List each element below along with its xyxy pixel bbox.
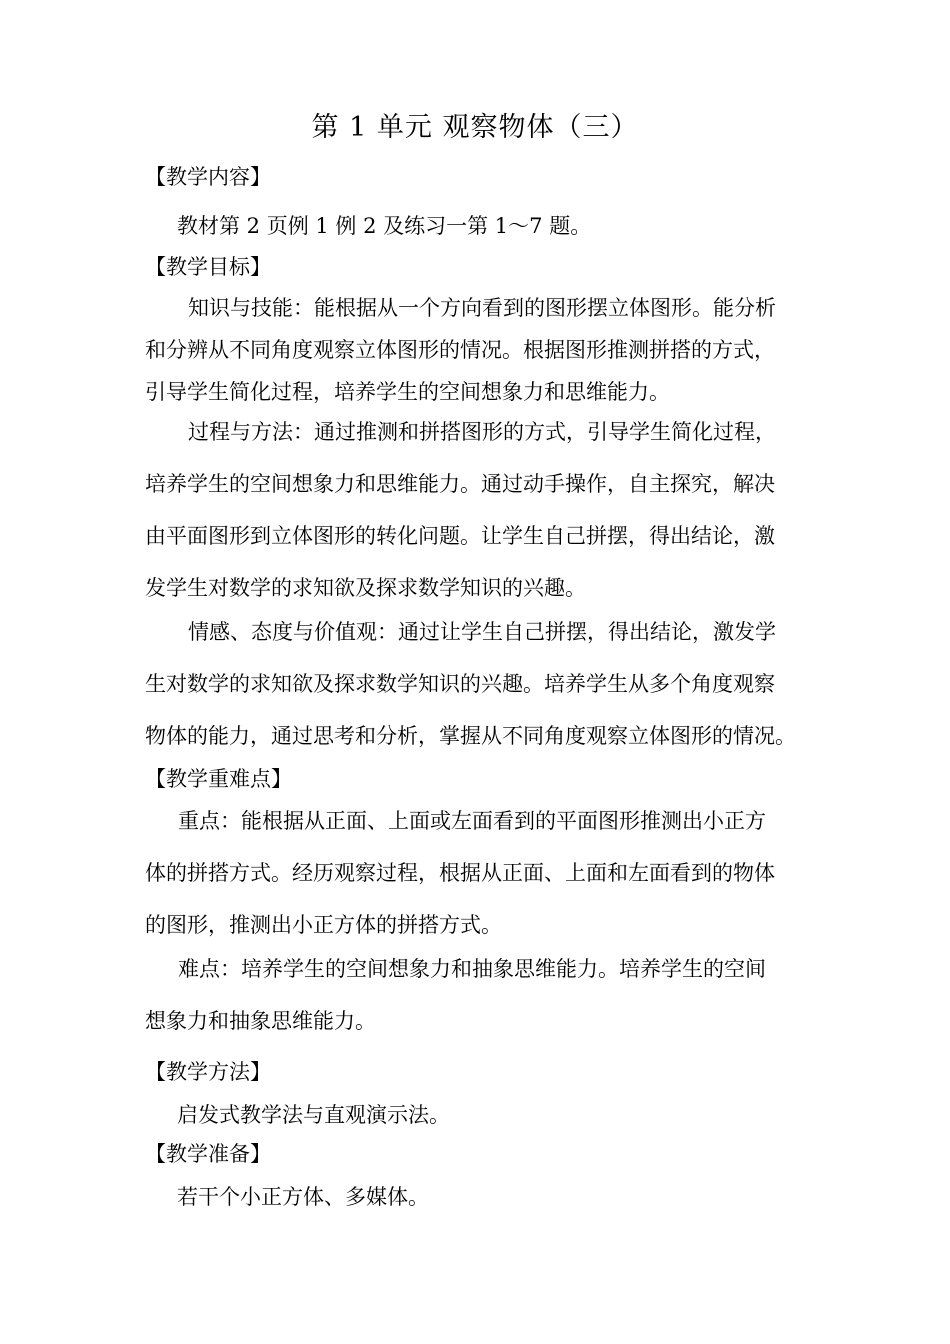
paragraph-line: 难点：培养学生的空间想象力和抽象思维能力。培养学生的空间 <box>178 957 766 981</box>
key-point-paragraph <box>145 795 815 951</box>
paragraph-line: 过程与方法：通过推测和拼搭图形的方式，引导学生简化过程， <box>188 420 776 444</box>
paragraph-line: 的图形，推测出小正方体的拼搭方式。 <box>145 913 502 937</box>
paragraph-line: 和分辨从不同角度观察立体图形的情况。根据图形推测拼搭的方式， <box>145 338 775 362</box>
objective-process-paragraph <box>145 406 815 614</box>
paragraph-line: 知识与技能：能根据从一个方向看到的图形摆立体图形。能分析 <box>188 296 776 320</box>
paragraph-line: 物体的能力，通过思考和分析，掌握从不同角度观察立体图形的情况。 <box>145 724 796 748</box>
paragraph-line: 发学生对数学的求知欲及探求数学知识的兴趣。 <box>145 576 586 600</box>
content-text: 教材第 2 页例 1 例 2 及练习一第 1～7 题。 <box>177 214 592 238</box>
preparation-text: 若干个小正方体、多媒体。 <box>177 1185 429 1209</box>
objective-emotion-paragraph <box>145 606 815 762</box>
objective-knowledge-paragraph <box>145 287 815 413</box>
section-heading-content: 【教学内容】 <box>145 165 271 189</box>
section-heading-methods: 【教学方法】 <box>145 1060 271 1084</box>
section-heading-key-points: 【教学重难点】 <box>145 767 292 791</box>
section-heading-objectives: 【教学目标】 <box>145 255 271 279</box>
paragraph-line: 引导学生简化过程，培养学生的空间想象力和思维能力。 <box>145 380 670 404</box>
difficult-point-paragraph <box>145 943 815 1047</box>
paragraph-line: 生对数学的求知欲及探求数学知识的兴趣。培养学生从多个角度观察 <box>145 672 775 696</box>
paragraph-line: 体的拼搭方式。经历观察过程，根据从正面、上面和左面看到的物体 <box>145 861 775 885</box>
paragraph-line: 由平面图形到立体图形的转化问题。让学生自己拼摆，得出结论，激 <box>145 524 775 548</box>
paragraph-line: 情感、态度与价值观：通过让学生自己拼摆，得出结论，激发学 <box>188 620 776 644</box>
paragraph-line: 想象力和抽象思维能力。 <box>145 1009 376 1033</box>
section-heading-preparation: 【教学准备】 <box>145 1142 271 1166</box>
page-title: 第 1 单元 观察物体（三） <box>311 112 639 143</box>
paragraph-line: 重点：能根据从正面、上面或左面看到的平面图形推测出小正方 <box>178 809 766 833</box>
methods-text: 启发式教学法与直观演示法。 <box>177 1103 450 1127</box>
paragraph-line: 培养学生的空间想象力和思维能力。通过动手操作，自主探究，解决 <box>145 472 775 496</box>
